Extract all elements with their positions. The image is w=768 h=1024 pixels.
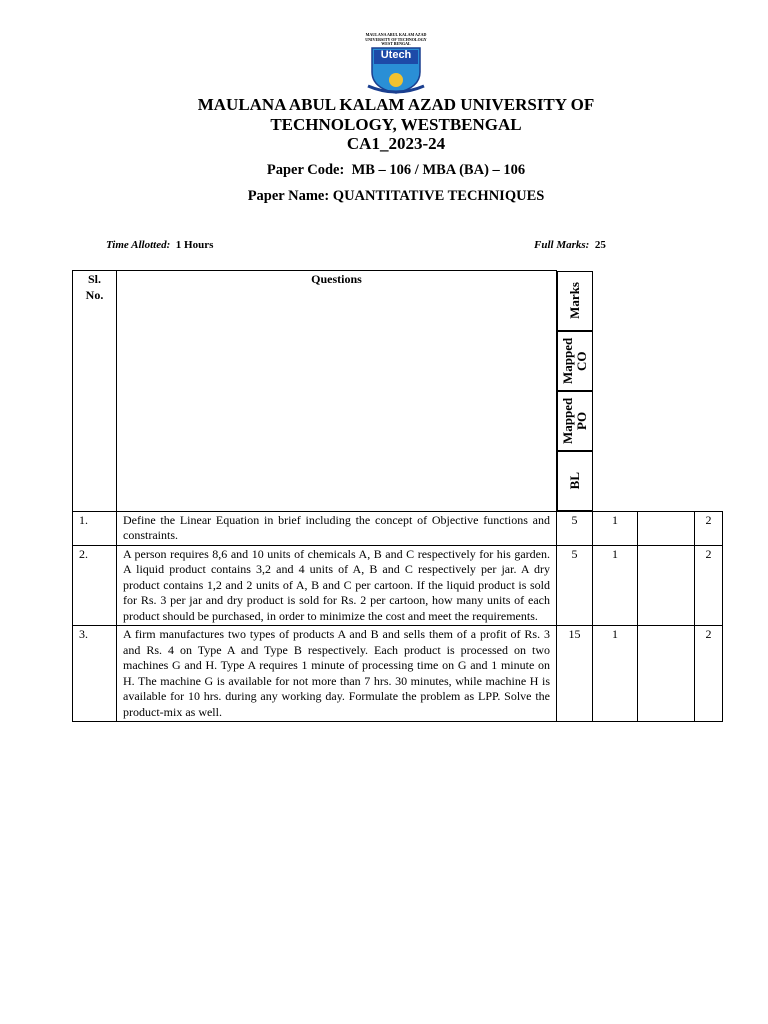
header-mapped-co-label: Mapped CO (559, 337, 589, 384)
full-marks-label: Full Marks: (534, 239, 590, 251)
header-marks (557, 271, 593, 331)
questions-table (72, 270, 723, 722)
table-row (73, 626, 723, 722)
row-bl: 2 (695, 545, 723, 626)
row-question: A person requires 8,6 and 10 units of chemicals A, B and C respectively for his garden. A liquid product contains 3,2 and 4 units of A, B and C respectively per jar. A dry product contains 1,2 and 2 units of A, B and C per cartoon. If the liquid product is sold for Rs. 3 per jar and dry product is sold for Rs. 2 per cartoon, how many units of each product should be purchased, in order to minimize the cost and meet the requirements. (117, 545, 557, 626)
paper-name (0, 188, 768, 205)
row-question: A firm manufactures two types of products A and B and sells them of a profit of Rs. 3 and Rs. 4 on Type A and Type B respectively. Each product is processed on two machines G and H. Type A requires 1 minute of processing time on G and 1 minute on H. The machine G is available for not more than 7 hrs. 30 minutes, while machine H is available for 10 hrs. during any working day. Formulate the problem as LPP. Solve the product-mix as well. (117, 626, 557, 722)
row-co: 1 (593, 511, 638, 545)
paper-code-value: MB – 106 / MBA (BA) – 106 (351, 162, 526, 178)
full-marks (534, 239, 606, 251)
university-name-line-1: MAULANA ABUL KALAM AZAD UNIVERSITY OF (197, 95, 595, 114)
row-sl: 2. (73, 545, 117, 626)
header-sl-no: Sl. No. (73, 271, 117, 512)
time-allotted (106, 239, 213, 251)
row-po (638, 626, 695, 722)
university-logo (358, 33, 434, 93)
logo-line-3: WEST BENGAL (381, 41, 411, 46)
exam-name: CA1_2023-24 (346, 134, 446, 153)
header-bl (557, 451, 593, 511)
header-bl-label: BL (566, 471, 582, 490)
row-bl: 2 (695, 626, 723, 722)
logo-badge-text: Utech (380, 49, 412, 61)
time-allotted-value: 1 Hours (175, 239, 214, 251)
logo-line-2: UNIVERSITY OF TECHNOLOGY (365, 36, 427, 42)
table-header-row (73, 271, 723, 512)
paper-code-label: Paper Code: (266, 162, 345, 178)
time-allotted-label: Time Allotted: (106, 239, 171, 251)
paper-name-label: Paper Name: (247, 188, 330, 204)
table-row (73, 511, 723, 545)
row-co: 1 (593, 545, 638, 626)
row-po (638, 511, 695, 545)
row-marks: 15 (557, 626, 593, 722)
row-marks: 5 (557, 545, 593, 626)
header-mapped-co (557, 331, 593, 391)
header-questions: Questions (117, 271, 557, 512)
logo-line-1: MAULANA ABUL KALAM AZAD (365, 32, 427, 37)
row-co: 1 (593, 626, 638, 722)
header-mapped-po (557, 391, 593, 451)
row-po (638, 545, 695, 626)
row-sl: 3. (73, 626, 117, 722)
row-sl: 1. (73, 511, 117, 545)
header-marks-label: Marks (566, 282, 582, 319)
paper-code (0, 162, 768, 179)
university-name-line-2: TECHNOLOGY, WESTBENGAL (270, 115, 522, 134)
header-mapped-po-label: Mapped PO (559, 397, 589, 444)
full-marks-value: 25 (594, 239, 606, 251)
row-bl: 2 (695, 511, 723, 545)
paper-name-value: QUANTITATIVE TECHNIQUES (332, 188, 545, 204)
row-marks: 5 (557, 511, 593, 545)
table-row (73, 545, 723, 626)
row-question: Define the Linear Equation in brief including the concept of Objective functions and constraints. (117, 511, 557, 545)
